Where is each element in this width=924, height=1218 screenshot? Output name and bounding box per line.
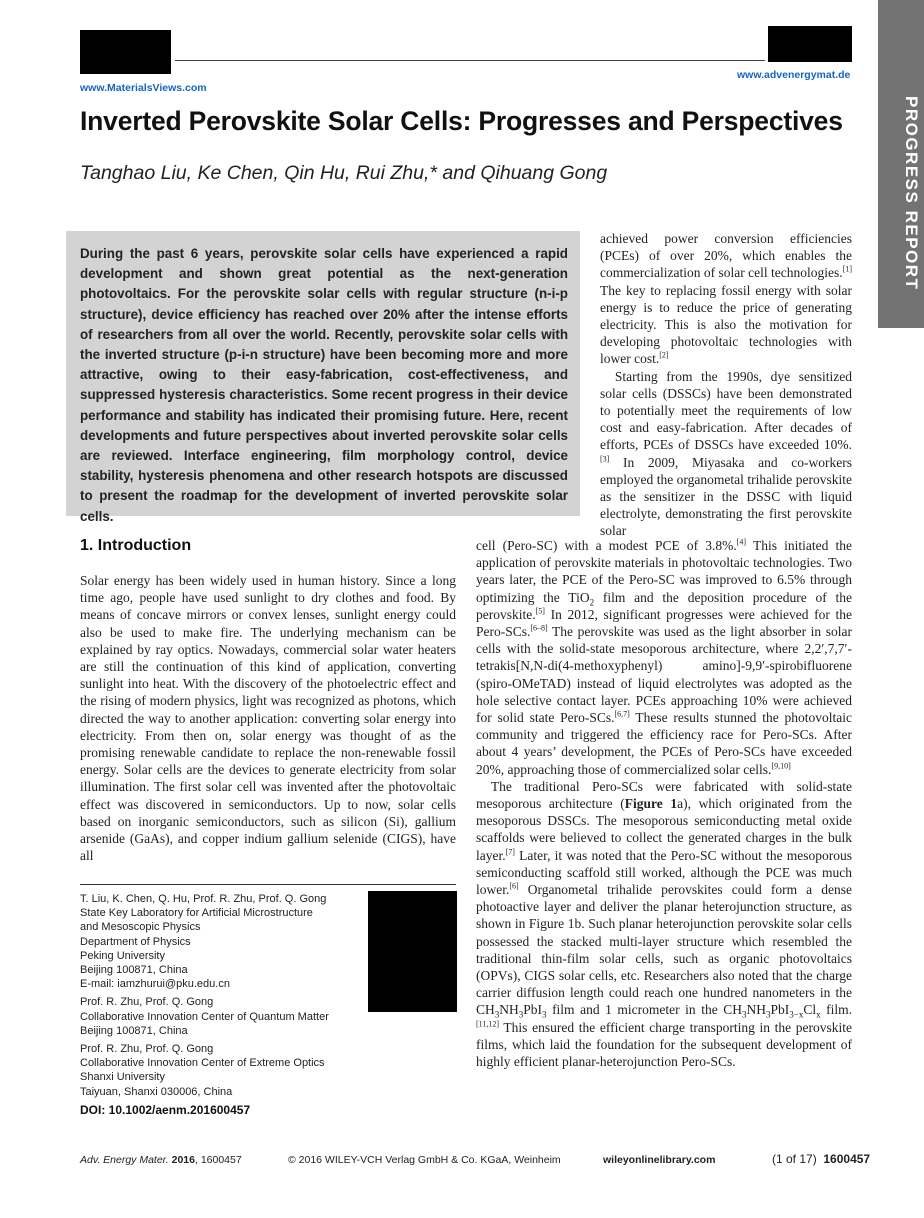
citation[interactable]: [5] bbox=[535, 606, 545, 616]
advenergymat-link[interactable]: www.advenergymat.de bbox=[737, 69, 851, 81]
qr-code-block bbox=[368, 891, 457, 1012]
paragraph: Starting from the 1990s, dye sensitized solar cells (DSSCs) have been demonstrated to potentially meet the requirements of low cost and easy-fabrication. After decades of efforts, PCEs of DSSCs have exceeded 10%.[3] In 2009, Miyasaka and co-workers employed the organometal trihalide perovskite as the sensitizer in the DSSC with liquid electrolyte, demonstrating the first perovskite solar bbox=[600, 368, 852, 539]
footer-site-link[interactable]: wileyonlinelibrary.com bbox=[603, 1154, 716, 1166]
paragraph: achieved power conversion efficiencies (PCEs) of over 20%, which enables the commercialization of solar cell technologies.[1] The key to replacing fossil energy with solar energy is to reduce the price of generating electricity. This is also the motivation for developing photovoltaic technologies with lower cost.[2] bbox=[600, 231, 852, 367]
intro-paragraph: Solar energy has been widely used in human history. Since a long time ago, people have used sunlight to dry clothes and food. By means of concave mirrors or convex lenses, sunlight energy could also be used to make fire. The underlying mechanism can be explained by ray optics. Nowadays, commercial solar water heaters are still the continuation of this kind of application, converting sunlight into heat. With the discovery of the photoelectric effect and the rising of modern physics, light was recognized as photons, which directed the way to another application: converting solar energy into electricity. From then on, solar energy was thought of as the promising renewable candidate to replace the non-renewable fossil energy. Solar cells are the devices to generate electricity from solar illumination. The first solar cell was invented after the photovoltaic effect was discovered in semiconductors. Up to now, solar cells based on inorganic semiconductors, such as silicon (Si), gallium arsenide (GaAs), and copper indium gallium selenide (CIGS), have all bbox=[80, 573, 456, 864]
footer-pages: (1 of 17) 1600457 bbox=[772, 1152, 871, 1166]
email[interactable]: E-mail: iamzhurui@pku.edu.cn bbox=[80, 978, 230, 991]
header-block-left bbox=[80, 30, 171, 74]
citation[interactable]: [4] bbox=[736, 537, 747, 547]
abstract-text: During the past 6 years, perovskite solar cells have experienced a rapid development and shown great potential as the next-generation photovoltaics. For the perovskite solar cells with regular structure (n-i-p structure), device efficiency has reached over 20% after the intense efforts of researchers from all over the world. Recently, perovskite solar cells with the inverted structure (p-i-n structure) have been becoming more and more attractive, owing to their easy-fabrication, cost-effectiveness, and suppressed hysteresis characteristics. Some recent progress in their device performance and stability has indicated their promising future. Here, recent developments and future perspectives about inverted perovskite solar cells are reviewed. Interface engineering, film morphology control, device stability, hysteresis phenomena and other research hotspots are discussed to present the roadmap for the development of inverted perovskite solar cells. bbox=[80, 246, 568, 524]
header-block-right bbox=[768, 26, 852, 62]
paragraph: cell (Pero-SC) with a modest PCE of 3.8%.[4] This initiated the application of perovskite materials in photovoltaic technologies. Two years later, the PCE of the Pero-SC was improved to 6.5% through optimizing the TiO$_2$ film and the deposition procedure of the perovskite.[5] In 2012, significant progresses were achieved for the Pero-SCs.[6–8] The perovskite was used as the light absorber in solar cells with the solid-state mesoporous architecture, where 2,2′,7,7′-tetrakis[N,N-di(4-methoxyphenyl) amino]-9,9′-spirobifluorene (spiro-OMeTAD) instead of liquid electrolytes was adopted as the hole selective contact layer. PCEs approaching 10% were achieved for solid state Pero-SCs.[6,7] These results stunned the photovoltaic community and triggered the efficiency race for Pero-SCs. After about 4 years’ development, the PCEs of Pero-SCs have exceeded 20%, approaching those of commercialized solar cells.[9,10] bbox=[476, 537, 852, 777]
affiliation-block: T. Liu, K. Chen, Q. Hu, Prof. R. Zhu, Prof. Q. Gong State Key Laboratory for Artificial Microstructure and Mesoscopic Physics Department of Physics Peking University Beijing 100871, China E-mail: iamzhurui@pku.edu.cn bbox=[80, 893, 327, 991]
header-rule bbox=[175, 60, 765, 61]
progress-report-label: PROGRESS REPORT bbox=[902, 96, 921, 291]
section-heading: 1. Introduction bbox=[80, 537, 192, 554]
footnote-rule bbox=[80, 884, 456, 885]
footer-citation: Adv. Energy Mater. 2016, 1600457 bbox=[80, 1154, 242, 1166]
citation[interactable]: [6] bbox=[509, 881, 519, 891]
citation[interactable]: [7] bbox=[505, 847, 515, 857]
doi[interactable]: DOI: 10.1002/aenm.201600457 bbox=[80, 1103, 251, 1117]
affiliation-block: Prof. R. Zhu, Prof. Q. Gong Collaborative Innovation Center of Extreme Optics Shanxi University Taiyuan, Shanxi 030006, China bbox=[80, 1043, 325, 1098]
citation[interactable]: [11,12] bbox=[476, 1019, 500, 1029]
intro-column bbox=[80, 572, 456, 864]
citation[interactable]: [2] bbox=[659, 350, 669, 360]
materialsviews-link[interactable]: www.MaterialsViews.com bbox=[80, 82, 207, 94]
figure-link[interactable]: Figure 1 bbox=[624, 796, 678, 812]
affiliation-block: Prof. R. Zhu, Prof. Q. Gong Collaborative Innovation Center of Quantum Matter Beijing 100871, China bbox=[80, 996, 329, 1037]
footer-copyright: © 2016 WILEY-VCH Verlag GmbH & Co. KGaA, Weinheim bbox=[288, 1154, 561, 1166]
citation[interactable]: [6–8] bbox=[530, 623, 548, 633]
citation[interactable]: [3] bbox=[600, 454, 610, 464]
author-list: Tanghao Liu, Ke Chen, Qin Hu, Rui Zhu,* and Qihuang Gong bbox=[80, 162, 608, 184]
right-column-main bbox=[476, 537, 852, 1070]
right-column-top bbox=[600, 230, 852, 540]
article-title: Inverted Perovskite Solar Cells: Progresses and Perspectives bbox=[80, 106, 843, 136]
affiliations bbox=[80, 892, 365, 1103]
citation[interactable]: [6,7] bbox=[614, 709, 630, 719]
citation[interactable]: [9,10] bbox=[771, 761, 791, 771]
citation[interactable]: [1] bbox=[842, 264, 852, 274]
paragraph: The traditional Pero-SCs were fabricated with solid-state mesoporous architecture (Figure 1a), which originated from the mesoporous DSSCs. The mesoporous semiconducting metal oxide scaffolds were believed to collect the generated charges in the bulk layer.[7] Later, it was noted that the Pero-SC without the mesoporous semiconducting scaffold still worked, although the PCE was much lower.[6] Organometal trihalide perovskites could form a dense photoactive layer and deliver the planar heterojunction structure, as shown in Figure 1b. Such planar heterojunction perovskite solar cells possessed the stacked multi-layer structure which resembled the traditional thin-film solar cells, such as organic photovoltaics (OPVs), CIGS solar cells, etc. Researchers also noted that the charge carrier diffusion length could reach one hundred nanometers in the $CH_3NH_3PbI_3$ film and 1 micrometer in the $CH_3NH_3PbI_{3-x}Cl_x$ film.[11,12] This ensured the efficient charge transporting in the perovskite films, which laid the foundation for the subsequent development of highly efficient planar-heterojunction Pero-SCs. bbox=[476, 778, 852, 1070]
